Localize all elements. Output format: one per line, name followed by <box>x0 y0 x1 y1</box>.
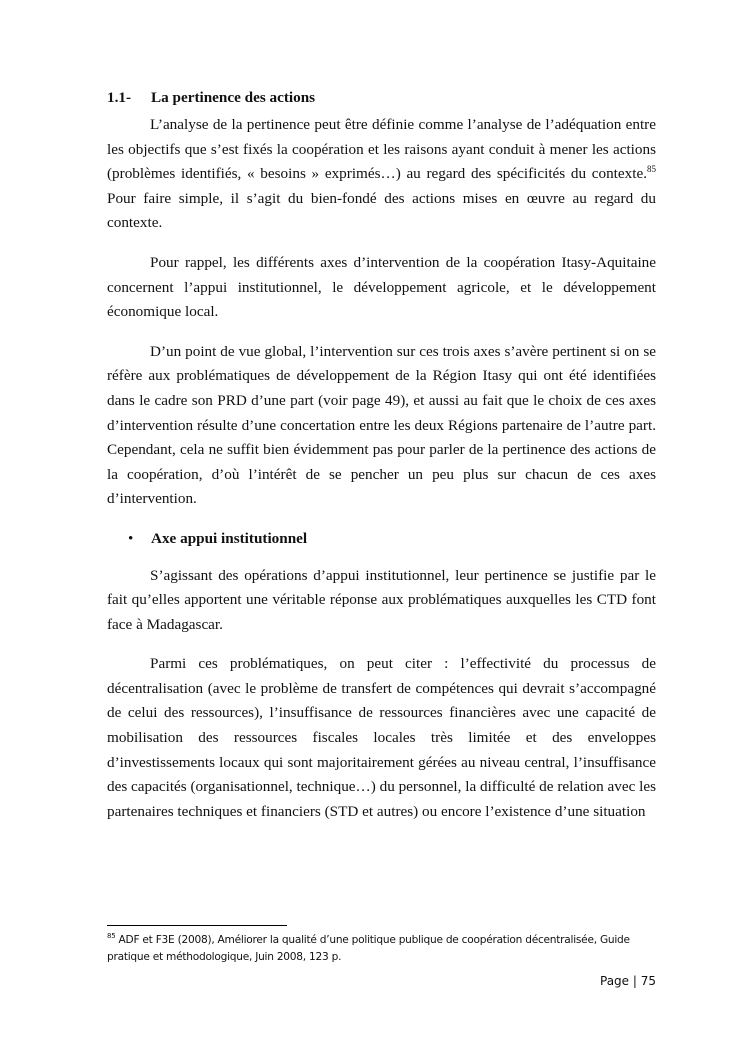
footnote-reference[interactable]: 85 <box>647 164 656 175</box>
section-number: 1.1- <box>107 89 132 106</box>
bullet-heading <box>107 527 656 552</box>
page-number: Page | 75 <box>600 974 656 988</box>
paragraph-text: L’analyse de la pertinence peut être définie comme l’analyse de l’adéquation entre les objectifs que s’est fixés la coopération et les raisons ayant conduit à mener les actions (problèmes identifiés, « besoins » exprimés…) au regard des spécificités du contexte. <box>107 116 656 183</box>
paragraph-global: D’un point de vue global, l’intervention sur ces trois axes s’avère pertinent si on se réfère aux problématiques de développement de la Région Itasy qui ont été identifiées dans le cadre son PRD d’une part (voir page 49), et aussi au fait que le choix de ces axes d’intervention résulte d’une concertation entre les deux Régions partenaire de l’autre part. Cependant, cela ne suffit bien évidemment pas pour parler de la pertinence des actions de la coopération, d’où l’intérêt de se pencher un peu plus sur chacun de ces axes d’intervention. <box>107 342 656 508</box>
paragraph-definition <box>107 113 656 236</box>
paragraph-axes: Pour rappel, les différents axes d’intervention de la coopération Itasy-Aquitaine concernent l’appui institutionnel, le développement agricole, et le développement économique local. <box>107 253 656 321</box>
paragraph-text: Pour faire simple, il s’agit du bien-fondé des actions mises en œuvre au regard du contexte. <box>107 189 656 232</box>
paragraph-institutional: S’agissant des opérations d’appui institutionnel, leur pertinence se justifie par le fait qu’elles apportent une véritable réponse aux problématiques auxquelles les CTD font face à Madagascar. <box>107 566 656 633</box>
footnote-number: 85 <box>107 932 116 940</box>
footnote-text: ADF et F3E (2008), Améliorer la qualité d’une politique publique de coopération décentralisée, Guide pratique et méthodologique, Juin 2008, 123 p. <box>107 934 630 963</box>
bullet-icon: • <box>128 529 134 547</box>
footnote-divider <box>107 925 287 926</box>
document-body <box>107 86 656 824</box>
section-heading <box>107 86 656 110</box>
section-title: La pertinence des actions <box>151 89 316 106</box>
paragraph-problems: Parmi ces problématiques, on peut citer : l’effectivité du processus de décentralisation (avec le problème de transfert de compétences qui devrait s’accompagné de celui des ressources), l’insuffisance de ressources financières avec une capacité de mobilisation des ressources fiscales locales très limitée et des enveloppes d’investissements locaux qui sont majoritairement gérées au niveau central, l’insuffisance des capacités (organisationnel, technique…) du personnel, la difficulté de relation avec les partenaires techniques et financiers (STD et autres) ou encore l’existence d’une situation <box>107 655 656 820</box>
bullet-label: Axe appui institutionnel <box>151 529 308 547</box>
footnote <box>107 932 667 966</box>
